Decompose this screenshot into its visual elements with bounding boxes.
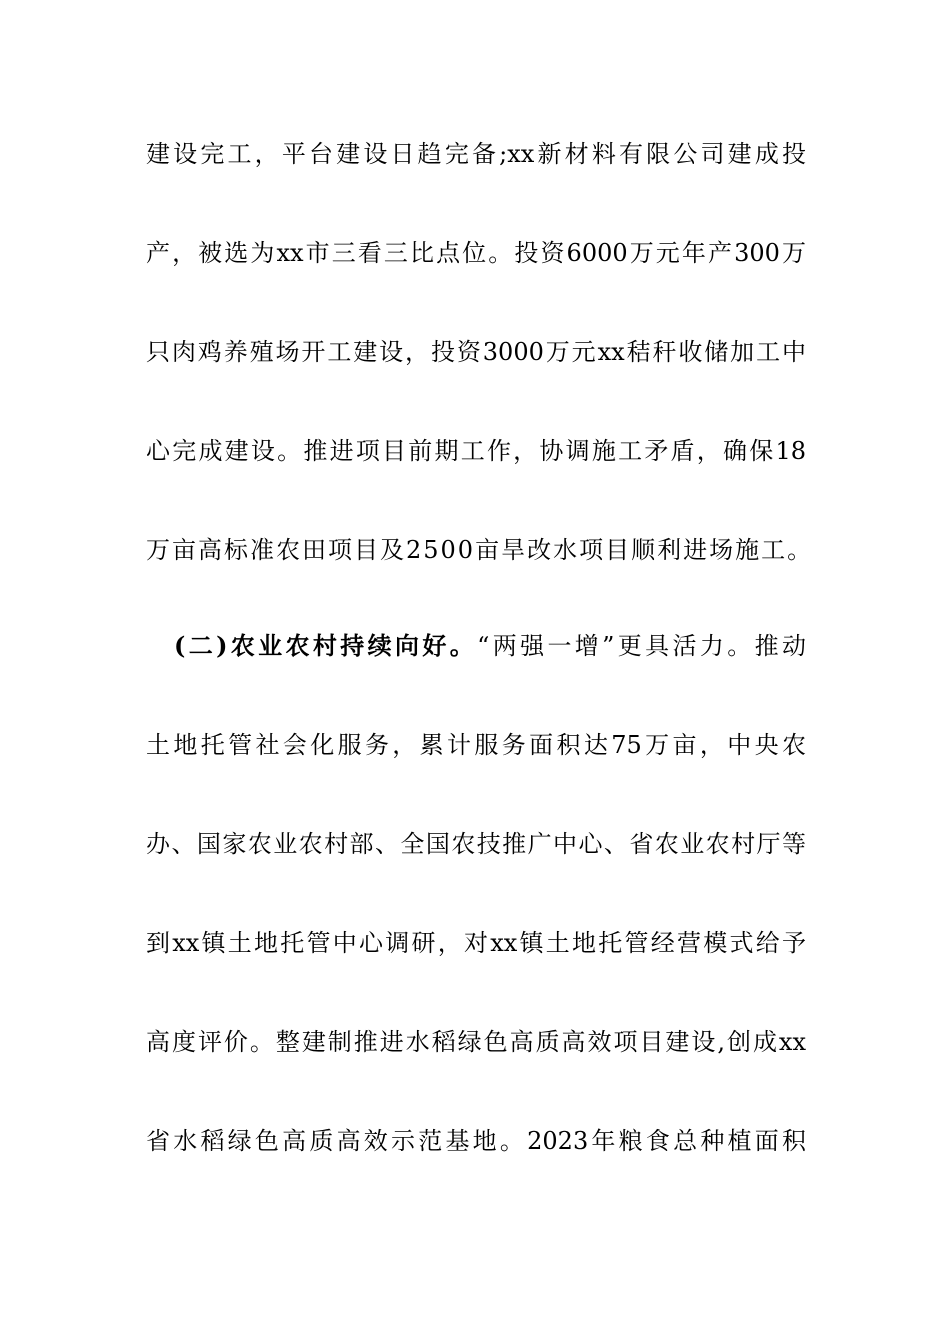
paragraph1-line-3: 只肉鸡养殖场开工建设，投资3000万元xx秸秆收储加工中 — [146, 338, 806, 366]
paragraph2-line-1 — [174, 626, 806, 666]
paragraph1-line-1: 建设完工，平台建设日趋完备;xx新材料有限公司建成投 — [146, 140, 806, 168]
paragraph1-line-4: 心完成建设。推进项目前期工作，协调施工矛盾，确保18 — [146, 437, 806, 465]
paragraph2-line-6: 省水稻绿色高质高效示范基地。2023年粮食总种植面积 — [146, 1127, 806, 1155]
paragraph2-line-5: 高度评价。整建制推进水稻绿色高质高效项目建设,创成xx — [146, 1028, 806, 1056]
section-heading: (二)农业农村持续向好。 — [174, 631, 478, 660]
paragraph2-line-4: 到xx镇土地托管中心调研，对xx镇土地托管经营模式给予 — [146, 929, 806, 957]
paragraph1-line-5: 万亩高标准农田项目及2500亩旱改水项目顺利进场施工。 — [146, 536, 814, 564]
paragraph2-line-1-text: “两强一增”更具活力。推动 — [477, 632, 806, 660]
paragraph2-line-2: 土地托管社会化服务，累计服务面积达75万亩，中央农 — [146, 731, 806, 759]
paragraph1-line-2: 产，被选为xx市三看三比点位。投资6000万元年产300万 — [146, 239, 806, 267]
paragraph2-line-3: 办、国家农业农村部、全国农技推广中心、省农业农村厅等 — [146, 830, 806, 858]
